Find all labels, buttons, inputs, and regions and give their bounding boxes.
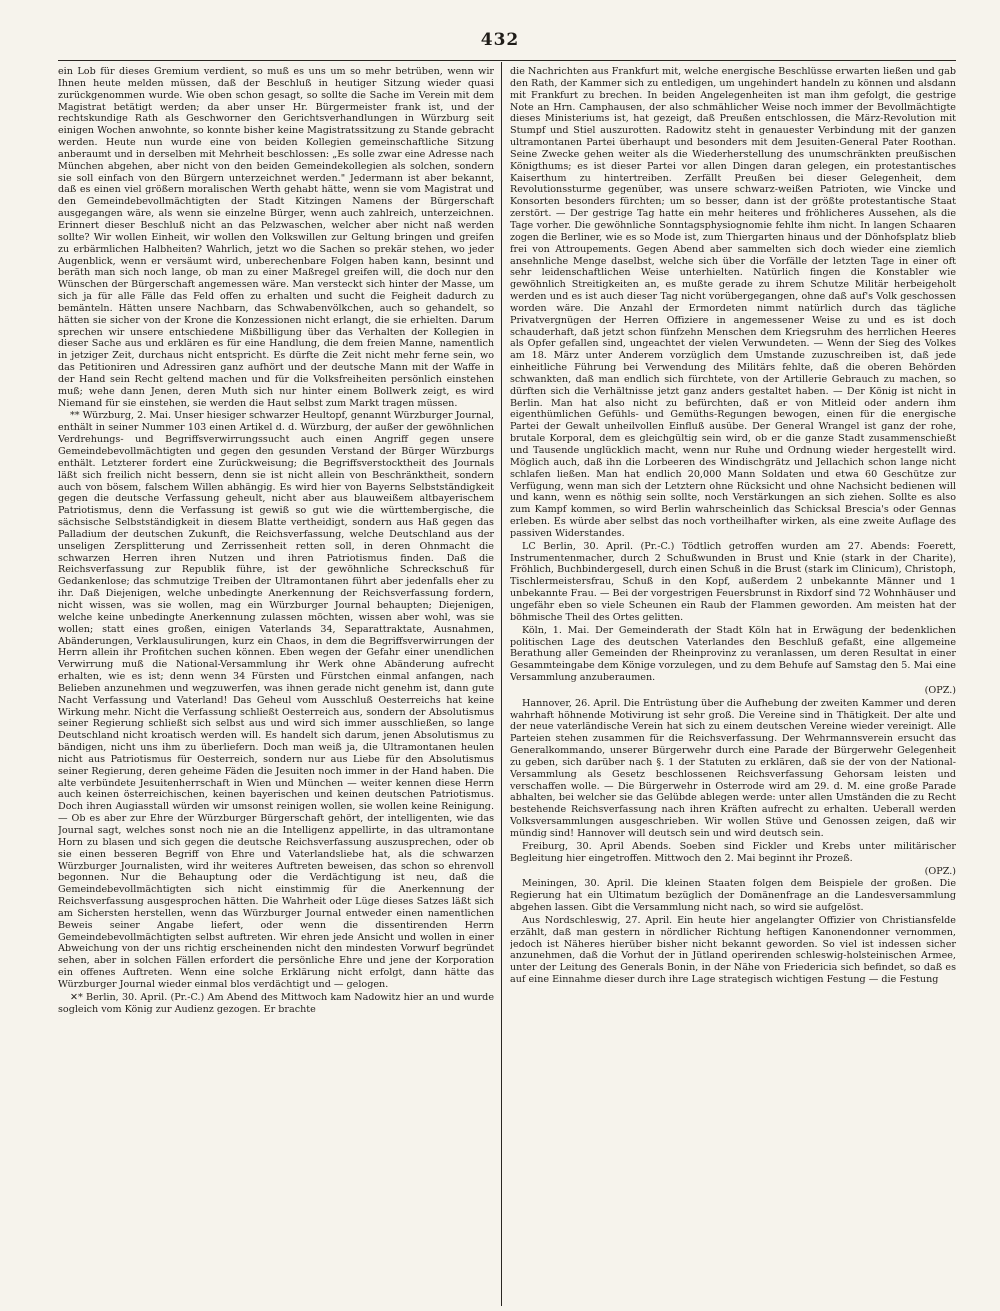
article-hannover: Hannover, 26. April. Die Entrüstung über die Aufhebung der zweiten Kammer und deren wahrhaft höhnende Motivirung ist sehr groß. Die Vereine sind in Thätigkeit. Der alte und der neue vaterländische Verein hat sich zu einem deutschen Vereine wieder vereinigt. Alle Parteien stehen zusammen für die Reichsverfassung. Der Wehrmannsverein ersucht das Generalkommando, unserer Bürgerwehr durch eine Parade der Bürgerwehr Gelegenheit zu geben, sich darüber nach §. 1 der Statuten zu erklären, daß sie der von der National-Versammlung als Gesetz beschlossenen Reichsverfassung Gehorsam leisten und verschaffen wolle. — Die Bürgerwehr in Osterrode wird am 29. d. M. eine große Parade abhalten, bei welcher sie das Gelübde ablegen werde: unter allen Umständen die zu Recht bestehende Reichsverfassung nach ihren Kräften aufrecht zu erhalten. Ueberall werden Volksversammlungen ausgeschrieben. Wir wollen Stüve und Genossen zeigen, daß wir mündig sind! Hannover will deutsch sein und wird deutsch sein. [510, 697, 956, 839]
article-freiburg: Freiburg, 30. April Abends. Soeben sind Fickler und Krebs unter militärischer Begleitung hier eingetroffen. Mittwoch den 2. Mai beginnt ihr Prozeß. [510, 840, 956, 864]
page-number: 432 [480, 30, 520, 50]
article-nordschleswig: Aus Nordschleswig, 27. April. Ein heute hier angelangter Offizier von Christiansfelde erzählt, daß man gestern in nördlicher Richtung heftigen Kanonendonner vernommen, jedoch ist Näheres hierüber bisher nicht bekannt geworden. So viel ist indessen sicher anzunehmen, daß die Vorhut der in Jütland operirenden schleswig-holsteinischen Armee, unter der Leitung des Generals Bonin, in der Nähe von Friedericia sich befindet, so daß es auf eine Einnahme dieser durch ihre Lage strategisch wichtigen Festung — die Festung [510, 914, 956, 986]
article-berlin-casualties: LC Berlin, 30. April. (Pr.-C.) Tödtlich getroffen wurden am 27. Abends: Foerett, Instrumentenmacher, durch 2 Schußwunden in Brust und Knie (stark in der Charite), Fröhlich, Buchbindergesell, durch einen Schuß in die Brust (stark im Clinicum), Christoph, Tischlermeistersfrau, Schuß in den Kopf, außerdem 2 unbekannte Männer und 1 unbekannte Frau. — Bei der vorgestrigen Feuersbrunst in Rixdorf sind 72 Wohnhäuser und ungefähr eben so viele Scheunen ein Raub der Flammen geworden. Am meisten hat der böhmische Theil des Ortes gelitten. [510, 540, 956, 623]
left-column [58, 66, 494, 1304]
right-column [510, 66, 956, 1304]
signature-freiburg: (OPZ.) [924, 865, 956, 877]
header-rule [58, 60, 956, 61]
column-divider [501, 62, 502, 1306]
signature-koeln: (OPZ.) [924, 684, 956, 696]
article-berlin-radowitz: ✕* Berlin, 30. April. (Pr.-C.) Am Abend des Mittwoch kam Nadowitz hier an und wurde sogleich vom König zur Audienz gezogen. Er brachte [58, 991, 494, 1015]
article-wuerzburg: ** Würzburg, 2. Mai. Unser hiesiger schwarzer Heultopf, genannt Würzburger Journal, enthält in seiner Nummer 103 einen Artikel d. d. Würzburg, der außer der gewöhnlichen Verdrehungs- und Begriffsverwirrungssucht auch einen Angriff gegen unsere Gemeindebevollmächtigten und gegen den gesunden Verstand der Bürger Würzburgs enthält. Letzterer fordert eine Zurückweisung; die Begriffsverstocktheit des Journals läßt sich freilich nicht bessern, denn sie ist nicht allein von Beschränktheit, sondern auch von bösem, falschem Willen abhängig. Es wird hier von Bayerns Selbstständigkeit gegen die deutsche Verfassung geheult, nicht aber aus blauweißem altbayerischem Patriotismus, denn die Verfassung ist gewiß so gut wie die württembergische, die sächsische Selbstständigkeit in diesem Blatte vertheidigt, sondern aus Haß gegen das Palladium der deutschen Zukunft, die Reichsverfassung, welche Deutschland aus der unseligen Zersplitterung und Zerrissenheit retten soll, in deren Ohnmacht die schwarzen Herren ihren Nutzen und ihren Patriotismus finden. Daß die Reichsverfassung zur Republik führe, ist der gewöhnliche Schreckschuß für Gedankenlose; das schmutzige Treiben der Ultramontanen führt aber jedenfalls eher zu ihr. Daß Diejenigen, welche unbedingte Anerkennung der Reichsverfassung fordern, nicht wissen, was sie wollen, mag ein Würzburger Journal behaupten; Diejenigen, welche keine unbedingte Anerkennung zulassen möchten, wissen aber wohl, was sie wollen; statt eines großen, einigen Vaterlands 34, Separattraktate, Ausnahmen, Abänderungen, Verklausulirungen, kurz ein Chaos, in dem die Begriffsverwirrungen der Herrn allein ihr Profitchen suchen können. Eben wegen der Gefahr einer unendlichen Verwirrung muß die National-Versammlung ihr Werk ohne Abänderung aufrecht erhalten, wie es ist; denn wenn 34 Fürsten und Fürstchen einmal anfangen, nach Belieben anzunehmen und wegzuwerfen, was ihnen gerade nicht genehm ist, dann gute Nacht Verfassung und Vaterland! Das Geheul vom Ausschluß Oesterreichs hat keine Wirkung mehr. Nicht die Verfassung schließt Oesterreich aus, sondern der Absolutismus seiner Regierung schließt sich selbst aus und wird sich immer ausschließen, so lange Deutschland nicht kroatisch werden will. Es handelt sich darum, jenen Absolutismus zu bändigen, nicht uns ihm zu überliefern. Doch man weiß ja, die Ultramontanen heulen nicht aus Patriotismus für Oesterreich, sondern nur aus Liebe für den Absolutismus seiner Regierung, deren geheime Fäden die Jesuiten noch immer in der Hand haben. Die alte verbündete Jesuitenherrschaft in Wien und München — weiter kennen diese Herrn auch keinen österreichischen, keinen bayerischen und keinen deutschen Patriotismus. Doch ihren Augiasstall würden wir umsonst reinigen wollen, sie wollen keine Reinigung. — Ob es aber zur Ehre der Würzburger Bürgerschaft gehört, der intelligenten, wie das Journal sagt, welches sonst noch nie an die Intelligenz appellirte, in das ultramontane Horn zu blasen und sich gegen die deutsche Reichsverfassung auszusprechen, oder ob sie einen besseren Begriff von Ehre und Vaterlandsliebe hat, als die schwarzen Würzburger Journalisten, wird ihr weiteres Auftreten beweisen, das schon so ehrenvoll begonnen. Nur die Behauptung oder die Verdächtigung ist neu, daß die Gemeindebevollmächtigten sich nicht einstimmig für die Anerkennung der Reichsverfassung ausgesprochen hätten. Die Wahrheit oder Lüge dieses Satzes läßt sich am Sichersten herstellen, wenn das Würzburger Journal entweder einen namentlichen Beweis seiner Angabe liefert, oder wenn die dissentirenden Herrn Gemeindebevollmächtigten selbst auftreten. Wir ehren jede Ansicht und wollen in einer Abweichung von der uns richtig erscheinenden nicht den mindesten Vorwurf begründet sehen, aber in solchen Fällen erfordert die persönliche Ehre und jene der Korporation ein offenes Auftreten. Wenn eine solche Erklärung nicht erfolgt, dann hätte das Würzburger Journal wieder einmal blos verdächtigt und — gelogen. [58, 410, 494, 990]
article-kitzingen-continued: ein Lob für dieses Gremium verdient, so muß es uns um so mehr betrüben, wenn wir Ihnen heute melden müssen, daß der Beschluß in heutiger Sitzung wieder quasi zurückgenommen wurde. Wie oben schon gesagt, so sollte die Sache im Verein mit dem Magistrat betätigt werden; da aber unser Hr. Bürgermeister frank ist, und der rechtskundige Rath als Geschworner den Gerichtsverhandlungen in Würzburg seit einigen Wochen anwohnte, so konnte bisher keine Magistratssitzung zu Stande gebracht werden. Heute nun wurde eine von beiden Kollegien gemeinschaftliche Sitzung anberaumt und in derselben mit Mehrheit beschlossen: „Es solle zwar eine Adresse nach München abgehen, aber nicht von den beiden Gemeindekollegien als solchen, sondern sie soll einfach von den Bürgern unterzeichnet werden." Jedermann ist aber bekannt, daß es einen viel größern moralischen Werth gehabt hätte, wenn sie vom Magistrat und den Gemeindebevollmächtigten der Stadt Kitzingen Namens der Bürgerschaft ausgegangen wäre, als wenn sie einzelne Bürger, wenn auch zahlreich, unterzeichnen. Erinnert dieser Beschluß nicht an das Pelzwaschen, welcher aber nicht naß werden sollte? Wir wollen Einheit, wir wollen den Volkswillen zur Geltung bringen und greifen zu erbärmlichen Halbheiten? Wahrlich, jetzt wo die Sachen so prekär stehen, wo jeder Augenblick, wenn er versäumt wird, unberechenbare Folgen haben kann, besinnt und beräth man sich noch lange, ob man zu einer Maßregel greifen will, die doch nur den Wünschen der Bürgerschaft angemessen wäre. Man versteckt sich hinter der Masse, um sich ja für alle Fälle das Feld offen zu erhalten und sucht die Feigheit dadurch zu bemänteln. Hätten unsere Nachbarn, das Schwabenvölkchen, auch so gehandelt, so hätten sie sicher von der Krone die Konzessionen nicht erlangt, die sie erhielten. Darum sprechen wir unsere entschiedene Mißbilligung über das Verhalten der Kollegien in dieser Sache aus und erklären es für eine Handlung, die dem freien Manne, namentlich in jetziger Zeit, durchaus nicht entspricht. Es dürfte die Zeit nicht mehr ferne sein, wo das Petitioniren und Adressiren ganz aufhört und der deutsche Mann mit der Waffe in der Hand sein Recht geltend machen und für die Volksfreiheiten persönlich einstehen muß; wehe dann Jenen, deren Muth sich nur hinter einem Bollwerk zeigt, es wird Niemand für sie einstehen, sie werden die Haut selbst zum Markt tragen müssen. [58, 66, 494, 409]
article-berlin-continued: die Nachrichten aus Frankfurt mit, welche energische Beschlüsse erwarten ließen und gab den Rath, der Kammer sich zu entledigen, um ungehindert handeln zu können und alsdann mit Frankfurt zu brechen. In beiden Angelegenheiten ist man ihm gefolgt, die gestrige Note an Hrn. Camphausen, der also schmählicher Weise noch immer der Bevollmächtigte dieses Ministeriums ist, hat gezeigt, daß Preußen entschlossen, die März-Revolution mit Stumpf und Stiel auszurotten. Radowitz steht in genauester Verbindung mit der ganzen ultramontanen Partei überhaupt und besonders mit dem Jesuiten-General Pater Roothan. Seine Zwecke gehen weiter als die Wiederherstellung des unumschränkten preußischen Königthums; es ist dieser Partei vor allen Dingen daran gelegen, ein protestantisches Kaiserthum zu hintertreiben. Zerfällt Preußen bei dieser Gelegenheit, dem Revolutionssturme gegenüber, was unsere schwarz-weißen Patrioten, wie Vincke und Konsorten besonders fürchten; um so besser, dann ist der größte protestantische Staat zerstört. — Der gestrige Tag hatte ein mehr heiteres und fröhlicheres Aussehen, als die Tage vorher. Die gewöhnliche Sonntagsphysiognomie fehlte ihm nicht. In langen Schaaren zogen die Berliner, wie es so Mode ist, zum Thiergarten hinaus und der Dönhofsplatz blieb frei von Attroupements. Gegen Abend aber sammelten sich doch wieder eine ziemlich ansehnliche Menge daselbst, welche sich über die Vorfälle der letzten Tage in einer oft sehr leidenschaftlichen Weise unterhielten. Natürlich fingen die Konstabler wie gewöhnlich Streitigkeiten an, es mußte gerade zu ihrem Schutze Militär herbeigeholt werden und es ist auch dieser Tag nicht vorübergegangen, ohne daß auf's Volk geschossen worden wäre. Die Anzahl der Ermordeten nimmt natürlich durch das tägliche Privatvergnügen der Herren Offiziere in angemessener Weise zu und es ist doch schauderhaft, daß jetzt schon fünfzehn Menschen dem Kriegsruhm des herrlichen Heeres als Opfer gefallen sind, ungeachtet der vielen Verwundeten. — Wenn der Sieg des Volkes am 18. März unter Anderem vorzüglich dem Umstande zuzuschreiben ist, daß jede einheitliche Führung bei Verwendung des Militärs fehlte, daß die oberen Behörden schwankten, daß man endlich sich fürchtete, von der Artillerie Gebrauch zu machen, so dürften sich die Verhältnisse jetzt ganz anders gestaltet haben. — Der König ist nicht in Berlin. Man hat also nicht zu befürchten, daß er von Mitleid oder andern ihm eigenthümlichen Gefühls- und Gemüths-Regungen bewogen, einen für die energische Partei der Gewalt unheilvollen Einfluß ausübe. Der General Wrangel ist ganz der rohe, brutale Korporal, dem es gleichgültig sein wird, ob er die ganze Stadt zusammenschießt und Tausende unglücklich macht, wenn nur Ruhe und Ordnung wieder hergestellt wird. Möglich auch, daß ihn die Lorbeeren des Windischgrätz und Jellachich schon lange nicht schlafen ließen. Man hat endlich 20,000 Mann Soldaten und etwa 60 Geschütze zur Verfügung, wenn man sich der Letztern ohne Rücksicht und ohne Nachsicht bedienen will und kann, wenn es nöthig sein sollte, noch Verstärkungen an sich ziehen. Sollte es also zum Kampf kommen, so wird Berlin wahrscheinlich das Schicksal Brescia's oder Gennas erleben. Es würde aber selbst das noch vortheilhafter wirken, als eine zweite Auflage des passiven Widerstandes. [510, 66, 956, 539]
article-meiningen: Meiningen, 30. April. Die kleinen Staaten folgen dem Beispiele der großen. Die Regierung hat ein Ultimatum bezüglich der Domänenfrage an die Landesversammlung abgehen lassen. Gibt die Versammlung nicht nach, so wird sie aufgelöst. [510, 878, 956, 914]
article-koeln: Köln, 1. Mai. Der Gemeinderath der Stadt Köln hat in Erwägung der bedenklichen politischen Lage des deutschen Vaterlandes den Beschluß gefaßt, eine allgemeine Berathung aller Gemeinden der Rheinprovinz zu veranlassen, um deren Resultat in einer Gesammteingabe dem Könige vorzulegen, und zu dem Behufe auf Samstag den 5. Mai eine Versammlung anzuberaumen. [510, 624, 956, 684]
